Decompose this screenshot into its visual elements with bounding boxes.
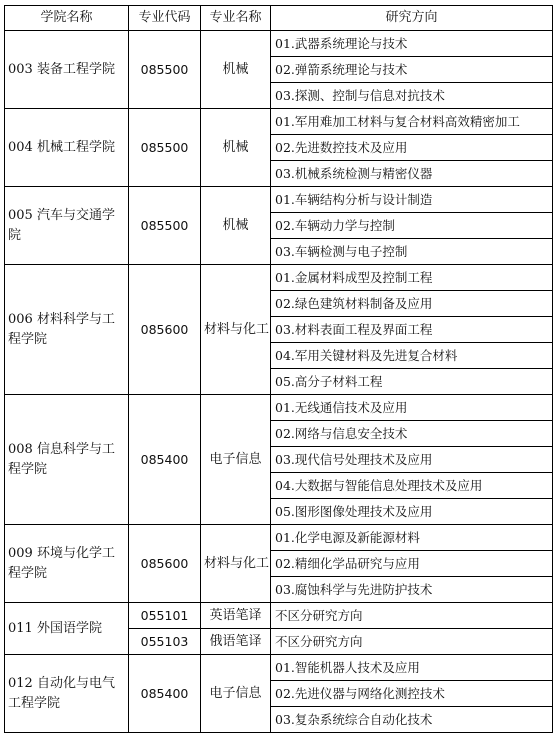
research-direction: 01.化学电源及新能源材料 [271,525,553,551]
major-name: 材料与化工 [201,525,271,603]
major-name: 机械 [201,109,271,187]
header-direction: 研究方向 [271,6,553,31]
college-name: 011 外国语学院 [5,603,129,655]
research-direction: 03.材料表面工程及界面工程 [271,317,553,343]
research-direction: 02.网络与信息安全技术 [271,421,553,447]
table-row [5,265,553,291]
header-row [5,6,553,31]
college-name: 003 装备工程学院 [5,31,129,109]
research-direction: 01.无线通信技术及应用 [271,395,553,421]
table-row [5,187,553,213]
research-direction: 04.大数据与智能信息处理技术及应用 [271,473,553,499]
research-direction: 03.复杂系统综合自动化技术 [271,707,553,733]
research-direction: 01.军用难加工材料与复合材料高效精密加工 [271,109,553,135]
research-direction: 03.现代信号处理技术及应用 [271,447,553,473]
major-code: 085500 [129,109,201,187]
major-code: 085600 [129,265,201,395]
college-name: 009 环境与化学工程学院 [5,525,129,603]
major-code: 085600 [129,525,201,603]
college-name: 012 自动化与电气工程学院 [5,655,129,733]
header-college: 学院名称 [5,6,129,31]
research-direction: 02.先进仪器与网络化测控技术 [271,681,553,707]
research-direction: 不区分研究方向 [271,629,553,655]
research-direction: 01.车辆结构分析与设计制造 [271,187,553,213]
header-major: 专业名称 [201,6,271,31]
major-code: 055101 [129,603,201,629]
major-code: 085500 [129,31,201,109]
major-code: 085500 [129,187,201,265]
major-name: 电子信息 [201,395,271,525]
research-direction: 03.腐蚀科学与先进防护技术 [271,577,553,603]
college-name: 004 机械工程学院 [5,109,129,187]
research-direction: 05.图形图像处理技术及应用 [271,499,553,525]
table-row [5,31,553,57]
major-name: 电子信息 [201,655,271,733]
research-direction: 01.金属材料成型及控制工程 [271,265,553,291]
major-name: 机械 [201,31,271,109]
major-name: 机械 [201,187,271,265]
major-code: 085400 [129,395,201,525]
college-name: 006 材料科学与工程学院 [5,265,129,395]
college-name: 008 信息科学与工程学院 [5,395,129,525]
major-code: 055103 [129,629,201,655]
research-direction: 01.武器系统理论与技术 [271,31,553,57]
research-direction: 03.探测、控制与信息对抗技术 [271,83,553,109]
research-direction: 02.弹箭系统理论与技术 [271,57,553,83]
table-row [5,603,553,629]
major-name: 英语笔译 [201,603,271,629]
major-code: 085400 [129,655,201,733]
table-row [5,109,553,135]
table-row [5,395,553,421]
college-name: 005 汽车与交通学院 [5,187,129,265]
research-direction: 02.精细化学品研究与应用 [271,551,553,577]
major-name: 材料与化工 [201,265,271,395]
research-direction: 02.车辆动力学与控制 [271,213,553,239]
research-direction: 03.车辆检测与电子控制 [271,239,553,265]
research-direction: 01.智能机器人技术及应用 [271,655,553,681]
research-direction: 02.先进数控技术及应用 [271,135,553,161]
research-direction: 03.机械系统检测与精密仪器 [271,161,553,187]
major-name: 俄语笔译 [201,629,271,655]
research-direction: 05.高分子材料工程 [271,369,553,395]
research-direction: 04.军用关键材料及先进复合材料 [271,343,553,369]
research-direction: 不区分研究方向 [271,603,553,629]
research-direction: 02.绿色建筑材料制备及应用 [271,291,553,317]
table-row [5,655,553,681]
program-table [4,5,553,733]
header-code: 专业代码 [129,6,201,31]
table-row [5,525,553,551]
